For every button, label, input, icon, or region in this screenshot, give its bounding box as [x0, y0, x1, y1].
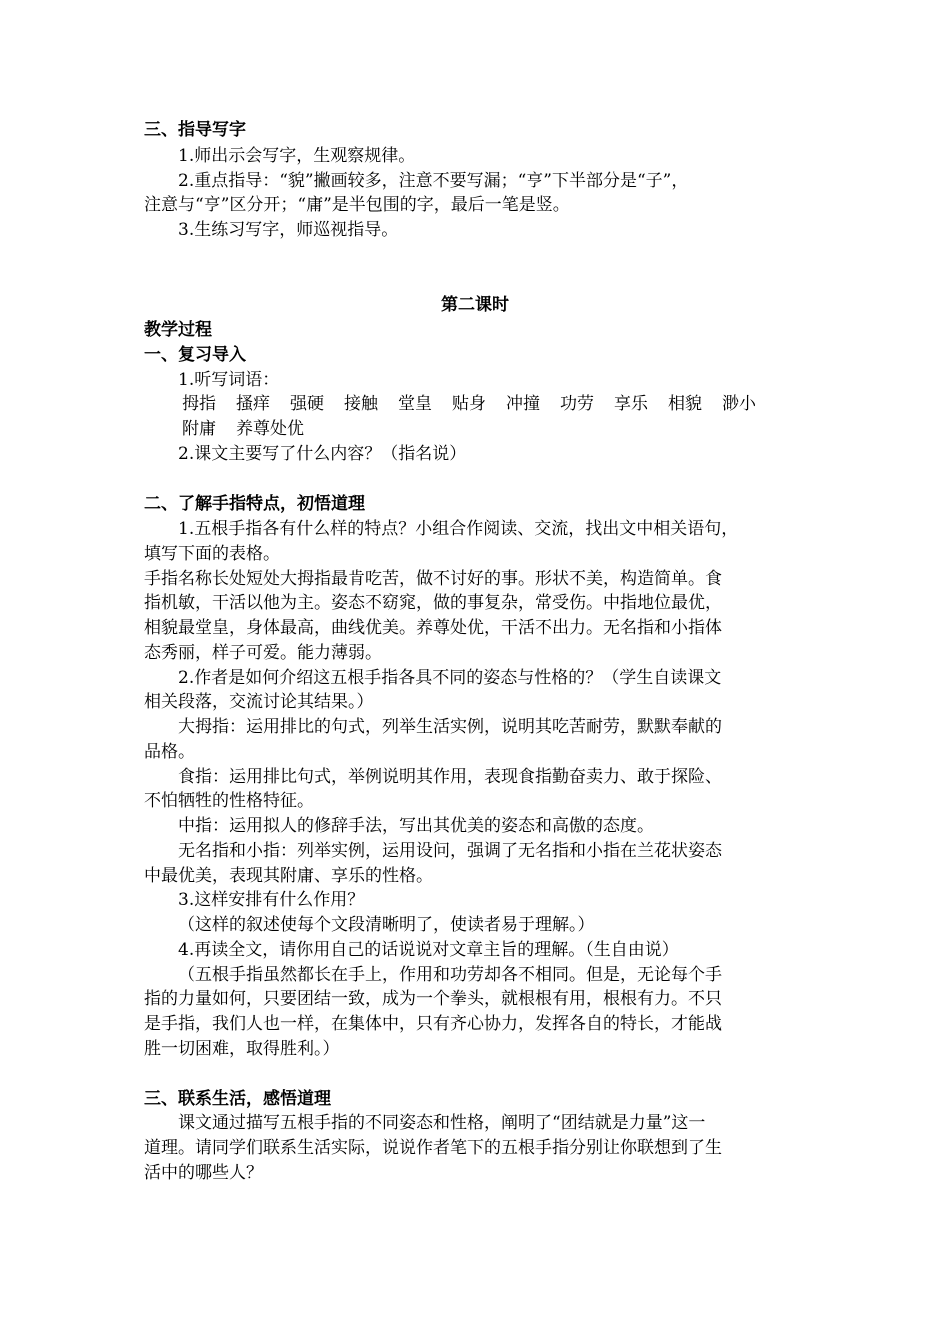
table-text: 指机敏，干活以他为主。姿态不窈窕，做的事复杂，常受伤。中指地位最优， — [144, 593, 722, 613]
dictation-words-row1 — [182, 392, 776, 416]
word: 渺小 — [722, 394, 756, 414]
paragraph: 活中的哪些人？ — [144, 1163, 263, 1183]
word: 相貌 — [668, 394, 702, 414]
word: 功劳 — [560, 394, 594, 414]
paragraph: 品格。 — [144, 742, 195, 762]
lesson-title: 第二课时 — [441, 295, 509, 315]
heading-teaching-process: 教学过程 — [144, 320, 212, 340]
word: 贴身 — [452, 394, 486, 414]
table-text: 相貌最堂皇，身体最高，曲线优美。养尊处优，干活不出力。无名指和小指体 — [144, 618, 722, 638]
word: 附庸 — [182, 419, 216, 439]
word: 强硬 — [290, 394, 324, 414]
paragraph: 中指：运用拟人的修辞手法，写出其优美的姿态和高傲的态度。 — [178, 816, 654, 836]
paragraph: 填写下面的表格。 — [144, 544, 280, 564]
paragraph: （五根手指虽然都长在手上，作用和功劳却各不相同。但是，无论每个手 — [178, 965, 722, 985]
paragraph: 食指：运用排比句式，举例说明其作用，表现食指勤奋卖力、敢于探险、 — [178, 767, 722, 787]
word: 堂皇 — [398, 394, 432, 414]
paragraph: 注意与“亨”区分开；“庸”是半包围的字，最后一笔是竖。 — [144, 195, 570, 215]
paragraph: 2.重点指导：“貌”撇画较多，注意不要写漏；“亨”下半部分是“子”， — [178, 171, 689, 191]
heading-connect-life: 三、联系生活，感悟道理 — [144, 1089, 331, 1109]
paragraph: 道理。请同学们联系生活实际，说说作者笔下的五根手指分别让你联想到了生 — [144, 1138, 722, 1158]
paragraph: 1.师出示会写字，生观察规律。 — [178, 146, 416, 166]
paragraph: 1.听写词语： — [178, 370, 280, 390]
paragraph: 2.作者是如何介绍这五根手指各具不同的姿态与性格的？（学生自读课文 — [178, 668, 722, 688]
paragraph: 3.生练习写字，师巡视指导。 — [178, 220, 399, 240]
paragraph: 大拇指：运用排比的句式，列举生活实例，说明其吃苦耐劳，默默奉献的 — [178, 717, 722, 737]
heading-guide-writing: 三、指导写字 — [144, 120, 246, 140]
paragraph: （这样的叙述使每个文段清晰明了，使读者易于理解。） — [178, 915, 595, 935]
paragraph: 3.这样安排有什么作用？ — [178, 890, 365, 910]
heading-review: 一、复习导入 — [144, 345, 246, 365]
word: 接触 — [344, 394, 378, 414]
paragraph: 1.五根手指各有什么样的特点？小组合作阅读、交流，找出文中相关语句， — [178, 519, 739, 539]
paragraph: 胜一切困难，取得胜利。） — [144, 1039, 340, 1059]
paragraph: 是手指，我们人也一样，在集体中，只有齐心协力，发挥各自的特长，才能战 — [144, 1014, 722, 1034]
word: 冲撞 — [506, 394, 540, 414]
word: 拇指 — [182, 394, 216, 414]
paragraph: 2.课文主要写了什么内容？（指名说） — [178, 444, 467, 464]
paragraph: 不怕牺牲的性格特征。 — [144, 791, 314, 811]
paragraph: 相关段落，交流讨论其结果。） — [144, 692, 374, 712]
table-text: 态秀丽，样子可爱。能力薄弱。 — [144, 643, 382, 663]
paragraph: 中最优美，表现其附庸、享乐的性格。 — [144, 866, 433, 886]
dictation-words-row2 — [182, 417, 324, 441]
heading-finger-features: 二、了解手指特点，初悟道理 — [144, 494, 365, 514]
word: 养尊处优 — [236, 419, 304, 439]
paragraph: 指的力量如何，只要团结一致，成为一个拳头，就根根有用，根根有力。不只 — [144, 989, 722, 1009]
paragraph: 课文通过描写五根手指的不同姿态和性格，阐明了“团结就是力量”这一 — [178, 1113, 706, 1133]
word: 享乐 — [614, 394, 648, 414]
paragraph: 4.再读全文，请你用自己的话说说对文章主旨的理解。（生自由说） — [178, 940, 679, 960]
table-text: 手指名称长处短处大拇指最肯吃苦，做不讨好的事。形状不美，构造简单。食 — [144, 569, 722, 589]
paragraph: 无名指和小指：列举实例，运用设问，强调了无名指和小指在兰花状姿态 — [178, 841, 722, 861]
word: 搔痒 — [236, 394, 270, 414]
